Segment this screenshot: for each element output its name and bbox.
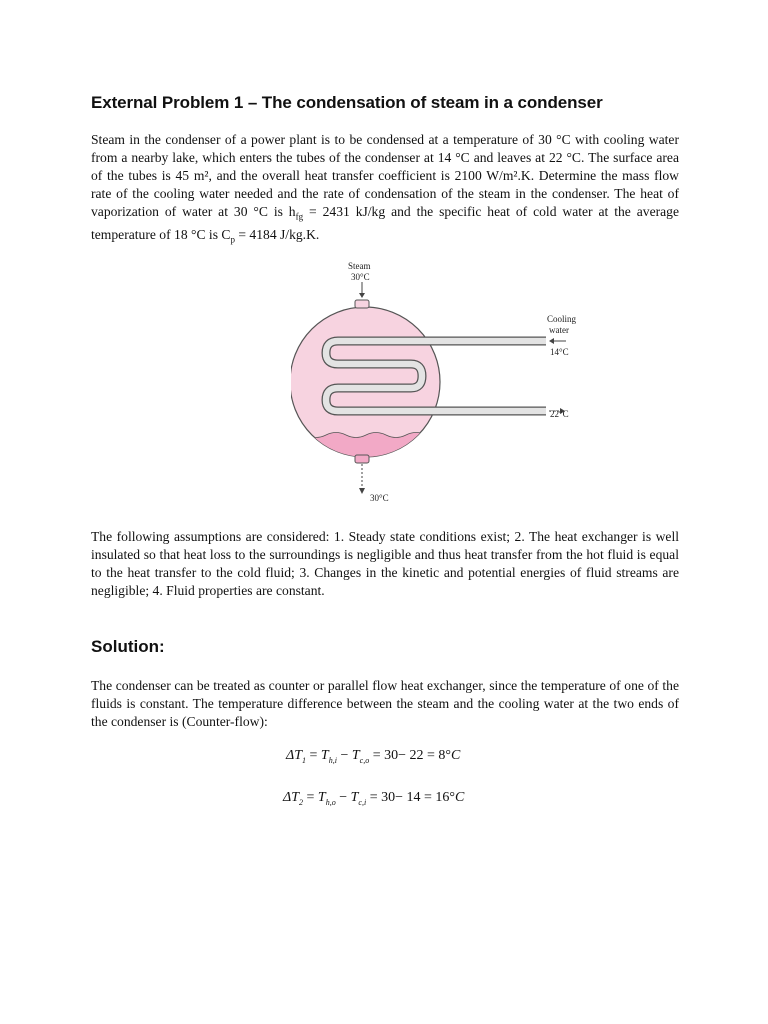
problem-title: External Problem 1 – The condensation of steam in a condenser xyxy=(91,93,603,112)
equation-delta-t1: $\Delta T_1 = T_{h,i} - T_{c,o} = 30- 22 = 8^\circ C$ xyxy=(286,748,461,765)
condensate-liquid xyxy=(291,433,446,473)
condenser-figure xyxy=(291,252,691,514)
problem-text-part-3: = 4184 J/kg.K. xyxy=(234,226,320,242)
solution-heading: Solution: xyxy=(91,637,165,656)
condenser-diagram xyxy=(291,252,691,514)
steam-label: Steam xyxy=(348,261,371,271)
steam-temp-label: 30°C xyxy=(351,272,370,282)
condensate-temp-label: 30°C xyxy=(370,493,389,503)
assumptions-paragraph: The following assumptions are considered: 1. Steady state conditions exist; 2. The heat exchanger is well insulated so that heat loss to the surroundings is negligible and thus heat transfer from the hot fluid is equal to the heat transfer to the cold fluid; 3. Changes in the kinetic and potential energies of fluid streams are negligible; 4. Fluid properties are constant. xyxy=(91,529,679,598)
solution-paragraph: The condenser can be treated as counter or parallel flow heat exchanger, since the temperature of one of the fluids is constant. The temperature difference between the steam and the cooling water at the two ends of the condenser is (Counter-flow): xyxy=(91,678,679,729)
cooling-water-label-2: water xyxy=(549,325,569,335)
cooling-water-label-1: Cooling xyxy=(547,314,577,324)
inlet-temp-label: 14°C xyxy=(550,347,569,357)
problem-statement xyxy=(91,131,679,248)
problem-text-part-2: = 2431 kJ/kg and the specific heat of cold water at the average temperature of 18 °C is C xyxy=(91,204,679,242)
cp-subscript: p xyxy=(230,234,235,245)
problem-text-part-1: Steam in the condenser of a power plant is to be condensed at a temperature of 30 °C with cooling water from a nearby lake, which enters the tubes of the condenser at 14 °C and leaves at 22 °C. The surface area of the tubes is 45 m², and the overall heat transfer coefficient is 2100 W/m².K. Determine the mass flow rate of the cooling water needed and the rate of condensation of the steam in the condenser. The heat of vaporization of water at 30 °C is h xyxy=(91,132,679,219)
hfg-subscript: fg xyxy=(295,211,304,222)
equation-delta-t2: $\Delta T_2 = T_{h,o} - T_{c,i} = 30- 14 = 16^\circ C$ xyxy=(283,790,465,807)
steam-nozzle xyxy=(355,300,369,308)
drain-nozzle xyxy=(355,455,369,463)
outlet-temp-label: 22°C xyxy=(550,409,569,419)
